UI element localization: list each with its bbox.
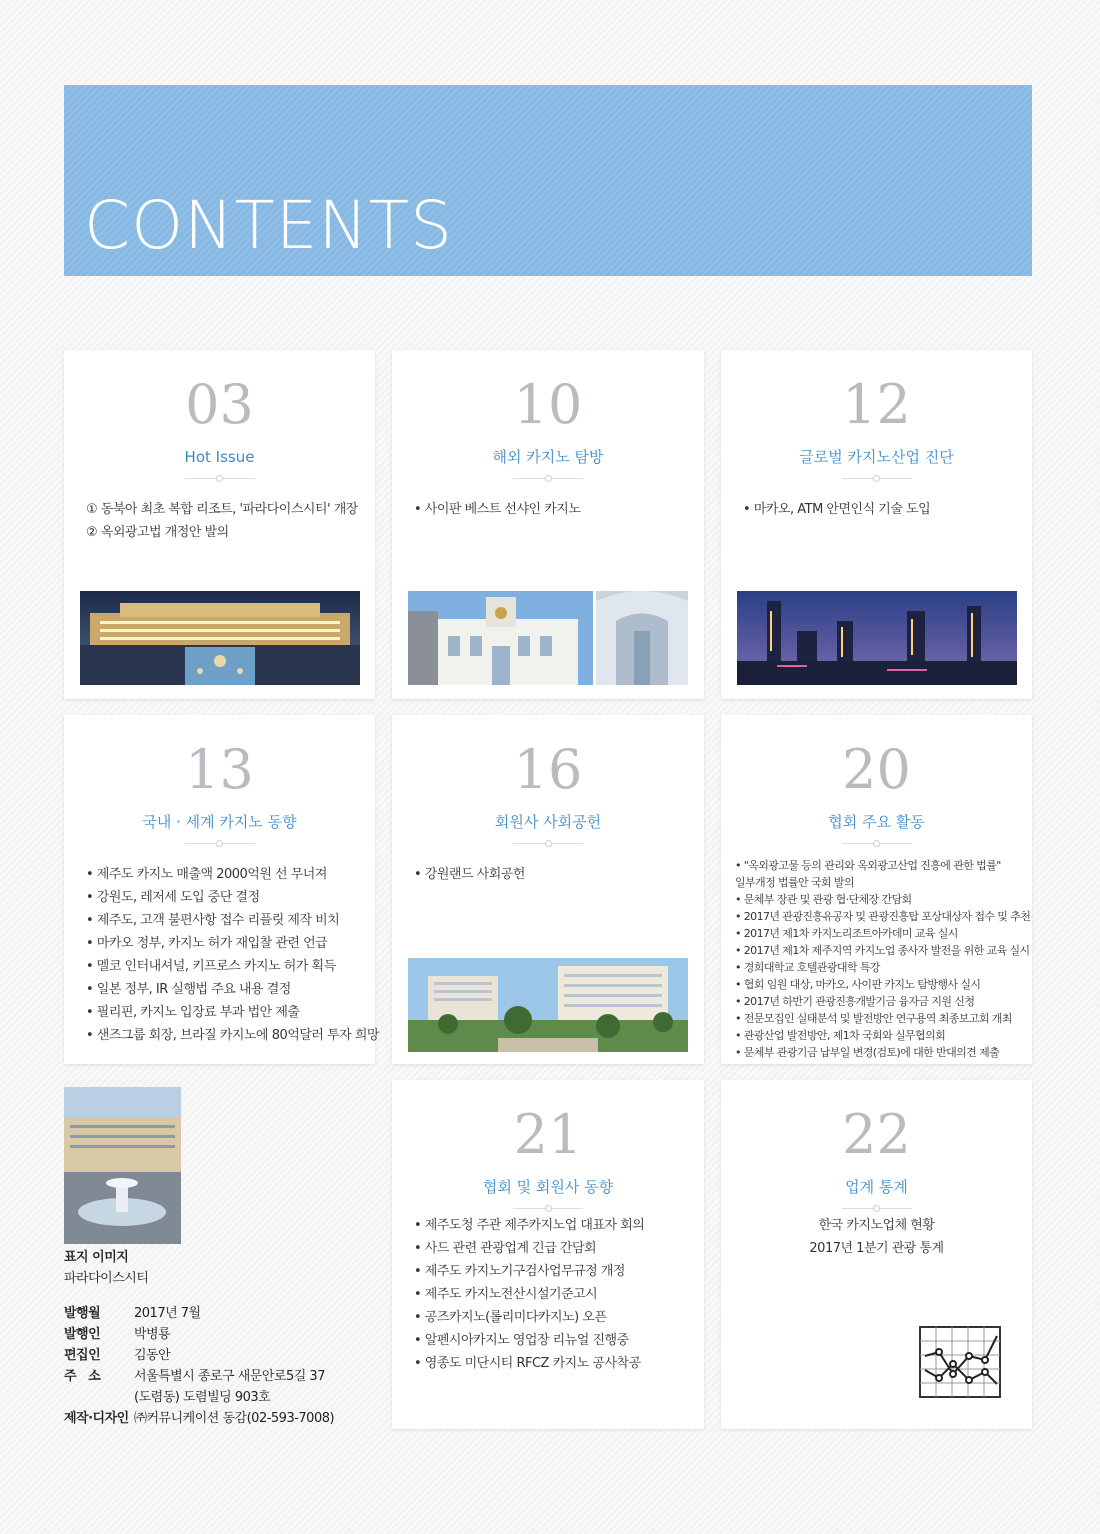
publication-label: 발행인 <box>64 1327 101 1342</box>
casino-exterior-photo <box>408 591 593 685</box>
divider-dot <box>873 475 880 482</box>
list-item: 2017년 1분기 관광 통계 <box>809 1241 944 1256</box>
list-item: • 일본 정부, IR 실행법 주요 내용 결정 <box>86 982 291 997</box>
list-item: • 강원도, 레저세 도입 중단 결정 <box>86 890 260 905</box>
section-title: 협회 및 회원사 동향 <box>482 1178 614 1196</box>
list-item: • 제주도 카지노전산시설기준고시 <box>414 1287 598 1302</box>
publication-value: (도렴동) 도렴빌딩 903호 <box>134 1390 271 1405</box>
list-item: • 경희대학교 호텔관광대학 특강 <box>735 961 880 974</box>
section-items <box>721 1214 1032 1260</box>
section-title: 해외 카지노 탐방 <box>492 448 604 466</box>
page-number: 03 <box>185 373 254 436</box>
page-number: 13 <box>185 738 254 801</box>
card-social-contribution[interactable] <box>392 715 704 1064</box>
publication-value: 박병룡 <box>134 1327 171 1342</box>
publication-label: 발행월 <box>64 1306 101 1321</box>
resort-photo <box>80 591 360 685</box>
list-item: • 멜코 인터내셔널, 키프로스 카지노 허가 획득 <box>86 959 336 974</box>
page-number: 21 <box>513 1103 583 1166</box>
card-global-diagnosis[interactable] <box>721 350 1032 699</box>
divider-dot <box>545 475 552 482</box>
list-item: • 알펜시아카지노 영업장 리뉴얼 진행중 <box>414 1333 629 1348</box>
list-item: • 강원랜드 사회공헌 <box>414 867 525 882</box>
list-item: • 영종도 미단시티 RFCZ 카지노 공사착공 <box>414 1356 641 1371</box>
list-item: ① 동북아 최초 복합 리조트, '파라다이스시티' 개장 <box>86 502 358 517</box>
publication-value: 서울특별시 종로구 새문안로5길 37 <box>134 1369 325 1384</box>
list-item: • 사드 관련 관광업계 긴급 간담회 <box>414 1241 597 1256</box>
divider-dot <box>545 1205 552 1212</box>
section-title: 회원사 사회공헌 <box>494 813 602 831</box>
page-number: 12 <box>842 373 911 436</box>
list-item: • 제주도, 고객 불편사항 접수 리플릿 제작 비치 <box>86 913 340 928</box>
section-items <box>414 498 690 521</box>
publication-label: 제작·디자인 <box>64 1411 129 1426</box>
section-items <box>414 863 690 886</box>
page-number: 10 <box>513 373 583 436</box>
list-item: • 필리핀, 카지노 입장료 부과 법안 제출 <box>86 1005 300 1020</box>
list-item: • 제주도청 주관 제주카지노업 대표자 회의 <box>414 1218 645 1233</box>
resort-buildings-photo <box>408 958 688 1052</box>
list-item: • 마카오, ATM 안면인식 기술 도입 <box>743 502 931 517</box>
card-association-activities[interactable] <box>721 715 1032 1064</box>
divider-dot <box>545 840 552 847</box>
list-item: • 관광산업 발전방안, 제1차 국회와 실무협의회 <box>735 1029 946 1042</box>
list-item: • "옥외광고물 등의 관리와 옥외광고산업 진흥에 관한 법률" <box>735 859 1001 872</box>
list-item: • 공즈카지노(롤리미다카지노) 오픈 <box>414 1310 607 1325</box>
list-item: • 2017년 하반기 관광진흥개발기금 융자금 지원 신청 <box>735 995 975 1008</box>
card-casino-trends[interactable] <box>64 715 379 1064</box>
list-item: 일부개정 법률안 국회 발의 <box>735 876 854 889</box>
page-number: 22 <box>842 1103 911 1166</box>
list-item: • 마카오 정부, 카지노 허가 재입찰 관련 언급 <box>86 936 328 951</box>
divider-dot <box>216 840 223 847</box>
city-night-photo <box>737 591 1017 685</box>
publication-value: ㈜커뮤니케이션 동감(02-593-7008) <box>134 1411 335 1426</box>
cover-caption: 파라다이스시티 <box>64 1271 149 1286</box>
card-hot-issue[interactable] <box>64 350 375 699</box>
list-item: • 사이판 베스트 선샤인 카지노 <box>414 502 581 517</box>
line-chart-icon <box>919 1326 1001 1398</box>
divider-dot <box>873 1205 880 1212</box>
list-item: ② 옥외광고법 개정안 발의 <box>86 525 229 540</box>
section-items <box>86 498 361 544</box>
list-item: • 전문모집인 실태분석 및 발전방안 연구용역 최종보고회 개최 <box>735 1012 1012 1025</box>
list-item: • 협회 임원 대상, 마카오, 사이판 카지노 탐방행사 실시 <box>735 978 981 991</box>
page-number: 16 <box>513 738 583 801</box>
publication-value: 김동안 <box>134 1348 171 1363</box>
list-item: • 2017년 제1차 카지노리조트아카데미 교육 실시 <box>735 927 958 940</box>
divider-dot <box>216 475 223 482</box>
list-item: • 2017년 관광진흥유공자 및 관광진흥탑 포상대상자 접수 및 추천 <box>735 910 1031 923</box>
publication-value: 2017년 7월 <box>134 1306 201 1321</box>
section-items <box>414 1214 690 1375</box>
casino-interior-photo <box>596 591 688 685</box>
section-items <box>86 863 379 1047</box>
cover-photo <box>64 1087 181 1244</box>
cover-label: 표지 이미지 <box>64 1250 129 1265</box>
section-title: 글로벌 카지노산업 진단 <box>799 448 954 466</box>
section-items <box>743 498 1018 521</box>
section-title: 협회 주요 활동 <box>828 813 925 831</box>
list-item: • 문체부 장관 및 관광 협·단체장 간담회 <box>735 893 912 906</box>
card-member-trends[interactable] <box>392 1080 704 1429</box>
section-title: Hot Issue <box>184 448 255 466</box>
publication-label: 편집인 <box>64 1348 101 1363</box>
publication-label: 주 소 <box>64 1369 101 1384</box>
page-number: 20 <box>842 738 911 801</box>
section-items <box>735 857 1031 1061</box>
section-title: 국내 · 세계 카지노 동향 <box>142 813 297 831</box>
list-item: • 제주도 카지노 매출액 2000억원 선 무너져 <box>86 867 327 882</box>
card-industry-statistics[interactable] <box>721 1080 1032 1429</box>
list-item: 한국 카지노업체 현황 <box>818 1218 935 1233</box>
list-item: • 문체부 관광기금 납부일 변경(검토)에 대한 반대의견 제출 <box>735 1046 1000 1059</box>
divider-dot <box>873 840 880 847</box>
card-overseas-casino[interactable] <box>392 350 704 699</box>
contents-header <box>64 85 1032 276</box>
list-item: • 2017년 제1차 제주지역 카지노업 종사자 발전을 위한 교육 실시 <box>735 944 1030 957</box>
list-item: • 샌즈그룹 회장, 브라질 카지노에 80억달러 투자 희망 <box>86 1028 379 1043</box>
section-title: 업계 통계 <box>845 1178 908 1196</box>
list-item: • 제주도 카지노기구검사업무규정 개정 <box>414 1264 625 1279</box>
page-title: CONTENTS <box>84 187 454 264</box>
